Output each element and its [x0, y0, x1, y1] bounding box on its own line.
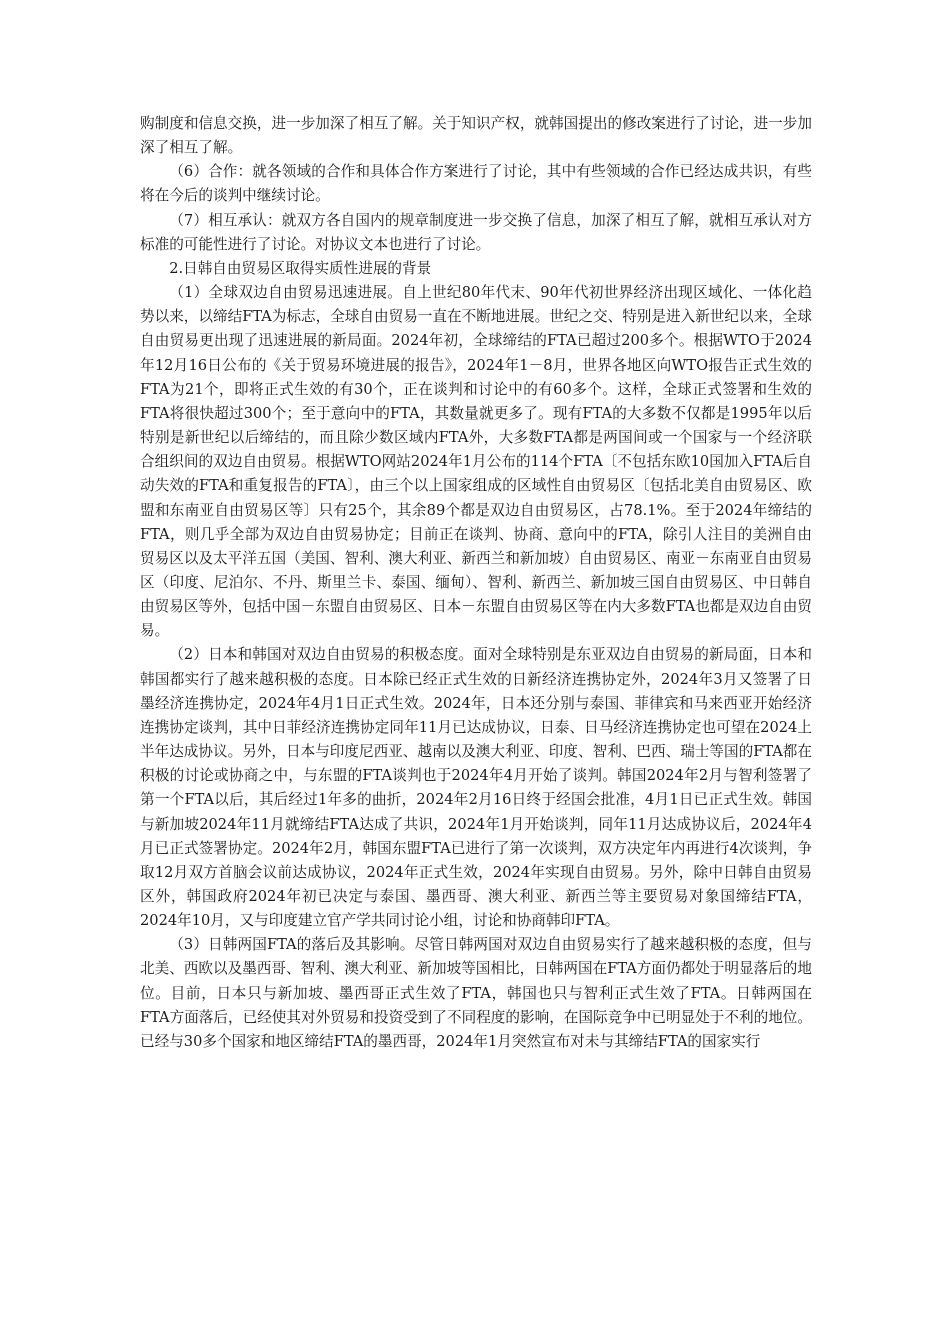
- paragraph-global-fta: （1）全球双边自由贸易迅速进展。自上世纪80年代末、90年代初世界经济出现区域化、一体化趋势以来，以缔结FTA为标志，全球自由贸易一直在不断地进展。世纪之交、特别是进入新世纪以来，全球自由贸易更出现了迅速进展的新局面。2024年初，全球缔结的FTA已超过200多个。根据WTO于2024年12月16日公布的《关于贸易环境进展的报告》，2024年1－8月，世界各地区向WTO报告正式生效的FTA为21个，即将正式生效的有30个，正在谈判和讨论中的有60多个。这样，全球正式签署和生效的FTA将很快超过300个；至于意向中的FTA，其数量就更多了。现有FTA的大多数不仅都是1995年以后特别是新世纪以后缔结的，而且除少数区域内FTA外，大多数FTA都是两国间或一个国家与一个经济联合组织间的双边自由贸易。根据WTO网站2024年1月公布的114个FTA〔不包括东欧10国加入FTA后自动失效的FTA和重复报告的FTA〕，由三个以上国家组成的区域性自由贸易区〔包括北美自由贸易区、欧盟和东南亚自由贸易区等〕只有25个，其余89个都是双边自由贸易区，占78.1%。至于2024年缔结的FTA，则几乎全部为双边自由贸易协定；目前正在谈判、协商、意向中的FTA，除引人注目的美洲自由贸易区以及太平洋五国（美国、智利、澳大利亚、新西兰和新加坡）自由贸易区、南亚－东南亚自由贸易区（印度、尼泊尔、不丹、斯里兰卡、泰国、缅甸）、智利、新西兰、新加坡三国自由贸易区、中日韩自由贸易区等外，包括中国－东盟自由贸易区、日本－东盟自由贸易区等在内大多数FTA也都是双边自由贸易。: [140, 284, 812, 640]
- document-page: [140, 112, 812, 1054]
- paragraph-fta-lag: （3）日韩两国FTA的落后及其影响。尽管日韩两国对双边自由贸易实行了越来越积极的态度，但与北美、西欧以及墨西哥、智利、澳大利亚、新加坡等国相比，日韩两国在FTA方面仍都处于明显落后的地位。目前，日本只与新加坡、墨西哥正式生效了FTA，韩国也只与智利正式生效了FTA。日韩两国在FTA方面落后，已经使其对外贸易和投资受到了不同程度的影响，在国际竞争中已明显处于不利的地位。已经与30多个国家和地区缔结FTA的墨西哥，2024年1月突然宣布对未与其缔结FTA的国家实行: [140, 936, 812, 1050]
- paragraph-mutual-recognition: （7）相互承认：就双方各自国内的规章制度进一步交换了信息，加深了相互了解，就相互承认对方标准的可能性进行了讨论。对协议文本也进行了讨论。: [140, 211, 812, 253]
- paragraph-continuation: 购制度和信息交换，进一步加深了相互了解。关于知识产权，就韩国提出的修改案进行了讨论，进一步加深了相互了解。: [140, 115, 812, 157]
- paragraph-cooperation: （6）合作：就各领域的合作和具体合作方案进行了讨论，其中有些领域的合作已经达成共识，有些将在今后的谈判中继续讨论。: [140, 163, 812, 205]
- section-heading: 2.日韩自由贸易区取得实质性进展的背景: [169, 259, 432, 277]
- paragraph-japan-korea-attitude: （2）日本和韩国对双边自由贸易的积极态度。面对全球特别是东亚双边自由贸易的新局面，日本和韩国都实行了越来越积极的态度。日本除已经正式生效的日新经济连携协定外，2024年3月又签署了日墨经济连携协定，2024年4月1日正式生效。2024年，日本还分别与泰国、菲律宾和马来西亚开始经济连携协定谈判，其中日菲经济连携协定同年11月已达成协议，日泰、日马经济连携协定也可望在2024上半年达成协议。另外，日本与印度尼西亚、越南以及澳大利亚、印度、智利、巴西、瑞士等国的FTA都在积极的讨论或协商之中，与东盟的FTA谈判也于2024年4月开始了谈判。韩国2024年2月与智利签署了第一个FTA以后，其后经过1年多的曲折，2024年2月16日终于经国会批准，4月1日已正式生效。韩国与新加坡2024年11月就缔结FTA达成了共识，2024年1月开始谈判，同年11月达成协议后，2024年4月已正式签署协定。2024年2月，韩国东盟FTA已进行了第一次谈判，双方决定年内再进行4次谈判，争取12月双方首脑会议前达成协议，2024年正式生效，2024年实现自由贸易。另外，除中日韩自由贸易区外，韩国政府2024年初已决定与泰国、墨西哥、澳大利亚、新西兰等主要贸易对象国缔结FTA，2024年10月，又与印度建立官产学共同讨论小组，讨论和协商韩印FTA。: [140, 646, 812, 930]
